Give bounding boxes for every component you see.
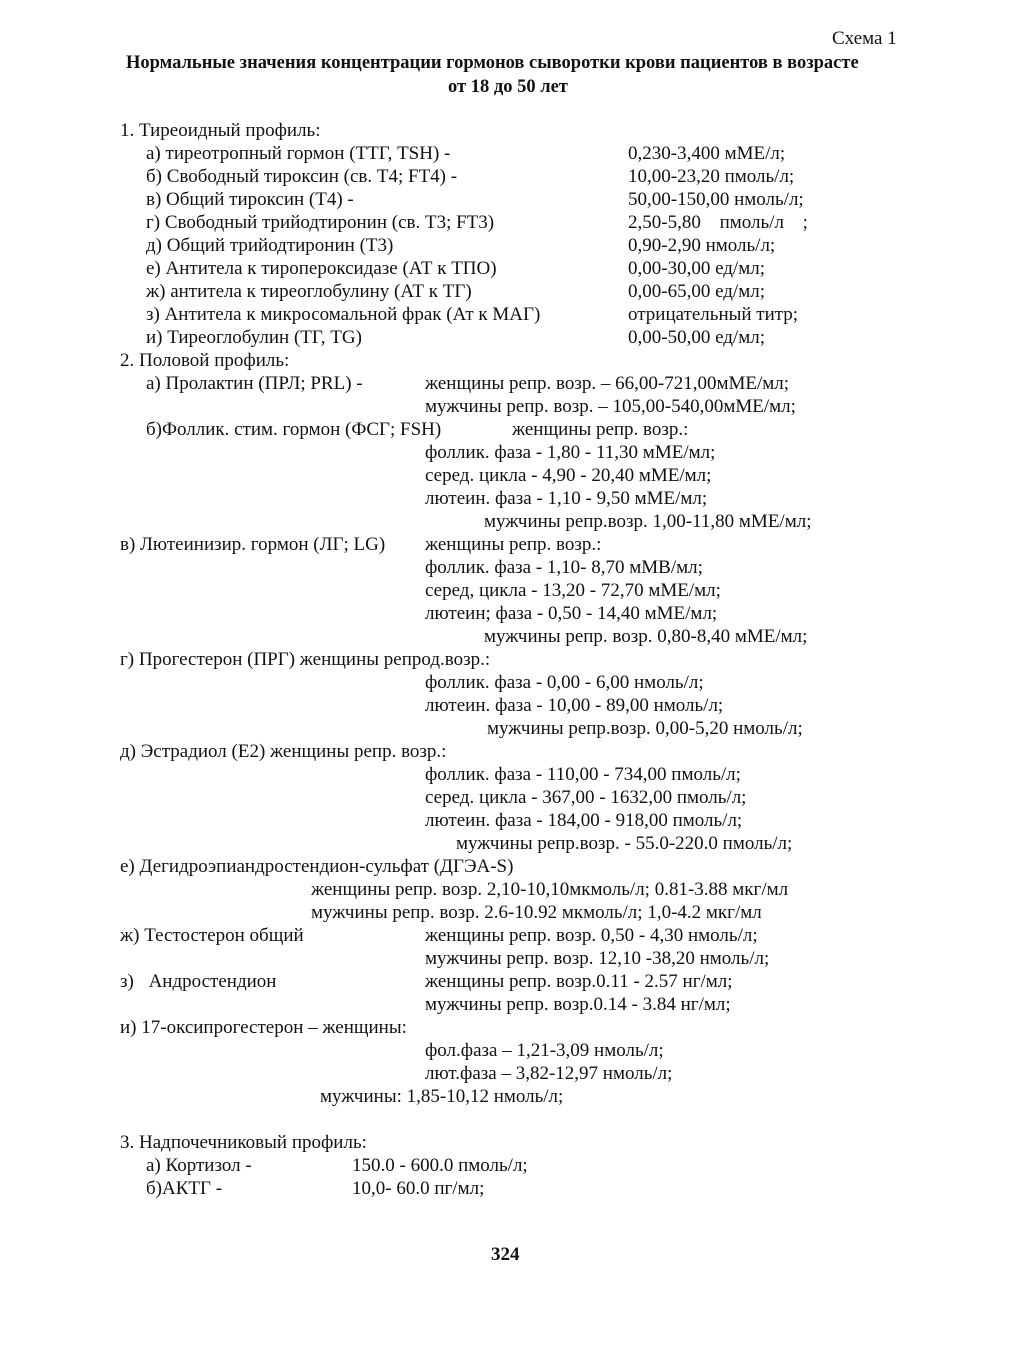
fsh-lut: лютеин. фаза - 1,10 - 9,50 мМЕ/мл;	[425, 488, 708, 509]
prl-label: а) Пролактин (ПРЛ; PRL) -	[146, 373, 363, 394]
cortisol-label: а) Кортизол -	[146, 1155, 252, 1176]
lh-lut: лютеин; фаза - 0,50 - 14,40 мМЕ/мл;	[425, 603, 718, 624]
prg-follic: фоллик. фаза - 0,00 - 6,00 нмоль/л;	[425, 672, 704, 693]
prl-men: мужчины репр. возр. – 105,00-540,00мМЕ/мл;	[425, 396, 796, 417]
cortisol-value: 150.0 - 600.0 пмоль/л;	[352, 1155, 528, 1176]
fsh-mid: серед. цикла - 4,90 - 20,40 мМЕ/мл;	[425, 465, 712, 486]
page-title-line1: Нормальные значения концентрации гормонов сыворотки крови пациентов в возрасте	[126, 53, 859, 73]
e2-label: д) Эстрадиол (Е2) женщины репр. возр.:	[120, 741, 447, 762]
andro-label: з) Андростендион	[120, 971, 277, 992]
thyroid-tsh-label: а) тиреотропный гормон (ТТГ, TSH) -	[146, 143, 451, 164]
lh-men: мужчины репр. возр. 0,80-8,40 мМЕ/мл;	[484, 626, 808, 647]
thyroid-atmag-value: отрицательный титр;	[628, 304, 799, 325]
page-title-line2: от 18 до 50 лет	[448, 77, 568, 97]
andro-women: женщины репр. возр.0.11 - 2.57 нг/мл;	[425, 971, 733, 992]
thyroid-atpo-value: 0,00-30,00 ед/мл;	[628, 258, 765, 279]
acth-value: 10,0- 60.0 пг/мл;	[352, 1178, 485, 1199]
e2-lut: лютеин. фаза - 184,00 - 918,00 пмоль/л;	[425, 810, 743, 831]
section-sex-heading: 2. Половой профиль:	[120, 350, 290, 371]
testo-label: ж) Тестостерон общий	[120, 925, 304, 946]
ohp-fol: фол.фаза – 1,21-3,09 нмоль/л;	[425, 1040, 664, 1061]
testo-women: женщины репр. возр. 0,50 - 4,30 нмоль/л;	[425, 925, 758, 946]
thyroid-t3-label: д) Общий трийодтиронин (Т3)	[146, 235, 394, 256]
section-adrenal-heading: 3. Надпочечниковый профиль:	[120, 1132, 367, 1153]
prg-lut: лютеин. фаза - 10,00 - 89,00 нмоль/л;	[425, 695, 724, 716]
lh-women: женщины репр. возр.:	[425, 534, 602, 555]
fsh-follic: фоллик. фаза - 1,80 - 11,30 мМЕ/мл;	[425, 442, 716, 463]
acth-label: б)АКТГ -	[146, 1178, 223, 1199]
prg-label: г) Прогестерон (ПРГ) женщины репрод.возр.:	[120, 649, 491, 670]
thyroid-atpo-label: е) Антитела к тиропероксидазе (АТ к ТПО)	[146, 258, 497, 279]
dhea-label: е) Дегидроэпиандростендион-сульфат (ДГЭА-S)	[120, 856, 514, 877]
dhea-women: женщины репр. возр. 2,10-10,10мкмоль/л; 0.81-3.88 мкг/мл	[311, 879, 789, 900]
fsh-men: мужчины репр.возр. 1,00-11,80 мМЕ/мл;	[484, 511, 812, 532]
thyroid-attg-label: ж) антитела к тиреоглобулину (АТ к ТГ)	[146, 281, 472, 302]
scheme-label: Схема 1	[832, 28, 897, 49]
dhea-men: мужчины репр. возр. 2.6-10.92 мкмоль/л; 1,0-4.2 мкг/мл	[311, 902, 762, 923]
lh-label: в) Лютеинизир. гормон (ЛГ; LG)	[120, 534, 386, 555]
fsh-women: женщины репр. возр.:	[512, 419, 689, 440]
thyroid-ft3-label: г) Свободный трийодтиронин (св. Т3; FT3)	[146, 212, 495, 233]
thyroid-tsh-value: 0,230-3,400 мМЕ/л;	[628, 143, 786, 164]
prl-women: женщины репр. возр. – 66,00-721,00мМЕ/мл;	[425, 373, 790, 394]
thyroid-t4-value: 50,00-150,00 нмоль/л;	[628, 189, 804, 210]
thyroid-ft3-value: 2,50-5,80 пмоль/л ;	[628, 212, 808, 233]
prg-men: мужчины репр.возр. 0,00-5,20 нмоль/л;	[487, 718, 803, 739]
thyroid-attg-value: 0,00-65,00 ед/мл;	[628, 281, 765, 302]
thyroid-tg-label: и) Тиреоглобулин (ТГ, TG)	[146, 327, 362, 348]
ohp-men: мужчины: 1,85-10,12 нмоль/л;	[320, 1086, 564, 1107]
lh-follic: фоллик. фаза - 1,10- 8,70 мМВ/мл;	[425, 557, 703, 578]
page-number: 324	[491, 1244, 520, 1265]
ohp-label: и) 17-оксипрогестерон – женщины:	[120, 1017, 407, 1038]
andro-men: мужчины репр. возр.0.14 - 3.84 нг/мл;	[425, 994, 731, 1015]
thyroid-tg-value: 0,00-50,00 ед/мл;	[628, 327, 765, 348]
thyroid-atmag-label: з) Антитела к микросомальной фрак (Ат к МАГ)	[146, 304, 541, 325]
fsh-label: б)Фоллик. стим. гормон (ФСГ; FSH)	[146, 419, 442, 440]
e2-follic: фоллик. фаза - 110,00 - 734,00 пмоль/л;	[425, 764, 741, 785]
thyroid-t4-label: в) Общий тироксин (Т4) -	[146, 189, 354, 210]
lh-mid: серед, цикла - 13,20 - 72,70 мМЕ/мл;	[425, 580, 721, 601]
thyroid-ft4-value: 10,00-23,20 пмоль/л;	[628, 166, 795, 187]
e2-men: мужчины репр.возр. - 55.0-220.0 пмоль/л;	[456, 833, 793, 854]
testo-men: мужчины репр. возр. 12,10 -38,20 нмоль/л;	[425, 948, 770, 969]
e2-mid: серед. цикла - 367,00 - 1632,00 пмоль/л;	[425, 787, 747, 808]
ohp-lut: лют.фаза – 3,82-12,97 нмоль/л;	[425, 1063, 673, 1084]
section-thyroid-heading: 1. Тиреоидный профиль:	[120, 120, 321, 141]
thyroid-ft4-label: б) Свободный тироксин (св. Т4; FT4) -	[146, 166, 458, 187]
thyroid-t3-value: 0,90-2,90 нмоль/л;	[628, 235, 776, 256]
